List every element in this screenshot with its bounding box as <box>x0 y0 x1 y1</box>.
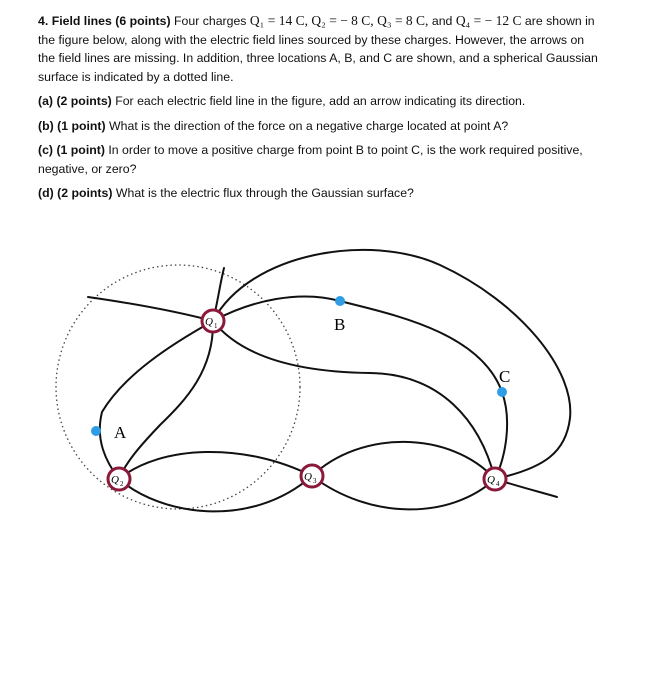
svg-text:3: 3 <box>313 477 317 485</box>
field-line-q1-q4-outer <box>213 250 570 479</box>
problem-heading: 4. Field lines (6 points) <box>38 14 171 28</box>
svg-text:1: 1 <box>214 322 218 330</box>
field-line-q3-q4-upper <box>312 442 495 479</box>
field-line-q1-left <box>88 297 213 321</box>
field-line-q3-q2-upper <box>119 452 312 479</box>
field-line-q3-q4-lower <box>312 476 495 509</box>
part-d: (d) (2 points) What is the electric flux through the Gaussian surface? <box>38 186 414 200</box>
field-line-q1-q4-through-b-c <box>213 296 507 479</box>
charge-q4-value: Q₄ = − 12 C <box>455 13 522 28</box>
charge-q2-value: Q₂ = − 8 C, <box>311 13 374 28</box>
intro-and: and <box>431 14 453 28</box>
intro-lead: Four charges <box>174 14 247 28</box>
charge-q4 <box>484 468 506 490</box>
charge-q3-value: Q₃ = 8 C, <box>377 13 429 28</box>
field-line-q1-q2-inner <box>119 321 213 479</box>
point-b-dot <box>335 296 345 306</box>
svg-text:Q: Q <box>304 471 312 483</box>
point-a-label: A <box>114 423 127 442</box>
point-b-label: B <box>334 315 346 334</box>
svg-text:Q: Q <box>205 316 213 328</box>
charge-q1-value: Q₁ = 14 C, <box>249 13 308 28</box>
point-a-dot <box>91 426 101 436</box>
point-c-label: C <box>499 367 511 386</box>
svg-text:2: 2 <box>120 480 124 488</box>
part-b: (b) (1 point) What is the direction of the force on a negative charge located at point A? <box>38 118 509 133</box>
intro-body: are shown in the figure below, along with the electric field lines sourced by these charges. However, the arrows on the field lines are missing. In addition, three locations A, B, and C are shown, and a spherical Gaussian surface is indicated by a dotted line. <box>38 14 598 84</box>
charge-q2 <box>108 468 130 490</box>
field-line-q1-q2-via-a <box>100 321 213 479</box>
svg-text:4: 4 <box>496 480 500 488</box>
charge-q3 <box>301 465 323 487</box>
point-c-dot <box>497 387 507 397</box>
svg-text:Q: Q <box>111 474 119 486</box>
part-c: (c) (1 point) In order to move a positive charge from point B to point C, is the work required positive, negative, or zero? <box>38 143 583 176</box>
charge-q1 <box>202 310 224 332</box>
svg-text:Q: Q <box>487 474 495 486</box>
part-a: (a) (2 points) For each electric field line in the figure, add an arrow indicating its direction. <box>38 94 526 108</box>
field-line-q3-q2-lower <box>119 476 312 511</box>
